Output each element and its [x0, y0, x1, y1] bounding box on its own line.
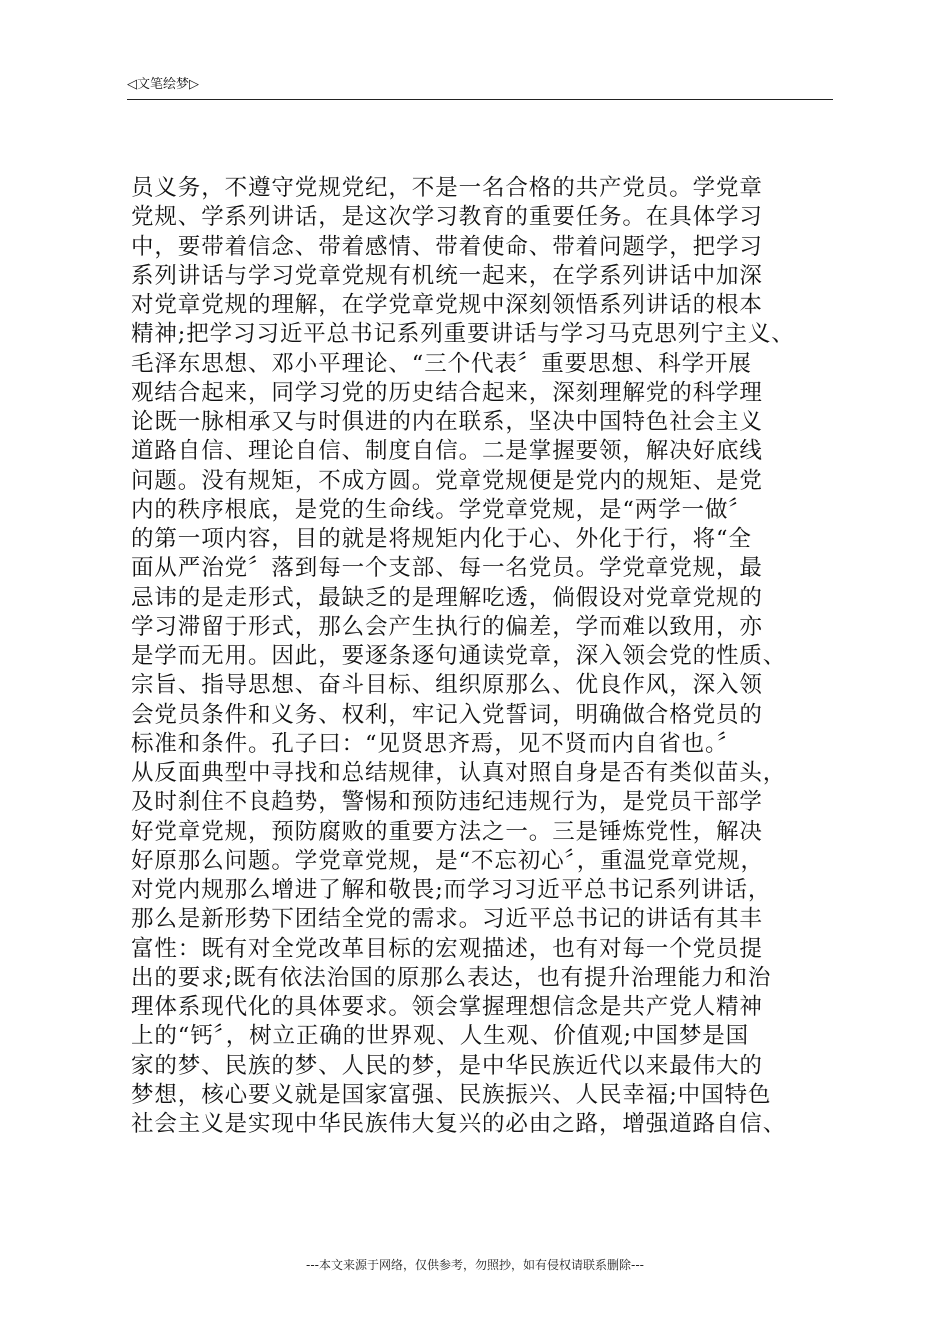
body-text-line: 理体系现代化的具体要求。领会掌握理想信念是共产党人精神: [131, 994, 763, 1020]
body-text-line: 上的“钙〞，树立正确的世界观、人生观、价值观;中国梦是国: [131, 1023, 750, 1050]
body-text-line: 员义务，不遵守党规党纪，不是一名合格的共产党员。学党章: [131, 175, 763, 201]
header-brand: [127, 77, 199, 93]
body-text-line: 宗旨、指导思想、奋斗目标、组织原那么、优良作风，深入领: [131, 672, 763, 699]
body-text-line: 中，要带着信念、带着感情、带着使命、带着问题学，把学习: [131, 233, 763, 260]
body-text-line: 家的梦、民族的梦、人民的梦，是中华民族近代以来最伟大的: [131, 1052, 763, 1079]
body-text-line: 梦想，核心要义就是国家富强、民族振兴、人民幸福;中国特色: [131, 1081, 772, 1108]
header-brand-text: 文笔绘梦: [137, 77, 190, 92]
body-text-line: 从反面典型中寻找和总结规律，认真对照自身是否有类似苗头，: [131, 760, 787, 786]
body-text-line: 及时刹住不良趋势，警惕和预防违纪违规行为，是党员干部学: [131, 789, 763, 816]
left-triangle-icon: ◁: [127, 77, 137, 92]
page-header: [127, 77, 833, 100]
body-text-line: 问题。没有规矩，不成方圆。党章党规便是党内的规矩、是党: [131, 467, 763, 494]
body-text-line: 出的要求;既有依法治国的原那么表达，也有提升治理能力和治: [131, 964, 772, 991]
body-text-line: 对党章党规的理解，在学党章党规中深刻领悟系列讲话的根本: [131, 292, 763, 318]
body-text-line: 忌讳的是走形式，最缺乏的是理解吃透，倘假设对党章党规的: [131, 584, 763, 611]
body-text-line: 毛泽东思想、邓小平理论、“三个代表〞重要思想、科学开展: [131, 350, 752, 377]
body-text-line: 好原那么问题。学党章党规，是“不忘初心〞，重温党章党规，: [131, 847, 764, 874]
body-text-line: 精神;把学习习近平总书记系列重要讲话与学习马克思列宁主义、: [131, 321, 795, 348]
body-text-line: 社会主义是实现中华民族伟大复兴的必由之路，增强道路自信、: [131, 1111, 787, 1137]
document-body: [131, 174, 846, 1139]
body-text-line: 好党章党规，预防腐败的重要方法之一。三是锤炼党性，解决: [131, 818, 763, 845]
body-text-line: 是学而无用。因此，要逐条逐句通读党章，深入领会党的性质、: [131, 643, 787, 669]
body-text-line: 论既一脉相承又与时俱进的内在联系，坚决中国特色社会主义: [131, 409, 763, 435]
body-text-line: 内的秩序根底，是党的生命线。学党章党规，是“两学一做〞: [131, 496, 752, 523]
body-text-line: 面从严治党〞落到每一个支部、每一名党员。学党章党规，最: [131, 555, 763, 582]
body-text-line: 学习滞留于形式，那么会产生执行的偏差，学而难以致用，亦: [131, 613, 763, 640]
body-text-line: 党规、学系列讲话，是这次学习教育的重要任务。在具体学习: [131, 204, 763, 231]
body-text-line: 会党员条件和义务、权利，牢记入党誓词，明确做合格党员的: [131, 701, 763, 728]
body-text-line: 标准和条件。孔子曰：“见贤思齐焉，见不贤而内自省也。〞: [131, 730, 741, 757]
page-footer-note: ---本文来源于网络，仅供参考，勿照抄，如有侵权请联系删除---: [306, 1258, 644, 1272]
body-text-line: 的第一项内容，目的就是将规矩内化于心、外化于行，将“全: [131, 526, 752, 552]
body-text-line: 系列讲话与学习党章党规有机统一起来，在学系列讲话中加深: [131, 262, 763, 289]
body-text-line: 富性：既有对全党改革目标的宏观描述，也有对每一个党员提: [131, 935, 763, 962]
right-triangle-icon: ▷: [189, 77, 200, 92]
body-text-line: 道路自信、理论自信、制度自信。二是掌握要领，解决好底线: [131, 438, 763, 465]
body-text-line: 那么是新形势下团结全党的需求。习近平总书记的讲话有其丰: [131, 906, 763, 933]
body-text-line: 对党内规那么增进了解和敬畏;而学习习近平总书记系列讲话，: [131, 877, 772, 903]
body-text-line: 观结合起来，同学习党的历史结合起来，深刻理解党的科学理: [131, 379, 763, 406]
